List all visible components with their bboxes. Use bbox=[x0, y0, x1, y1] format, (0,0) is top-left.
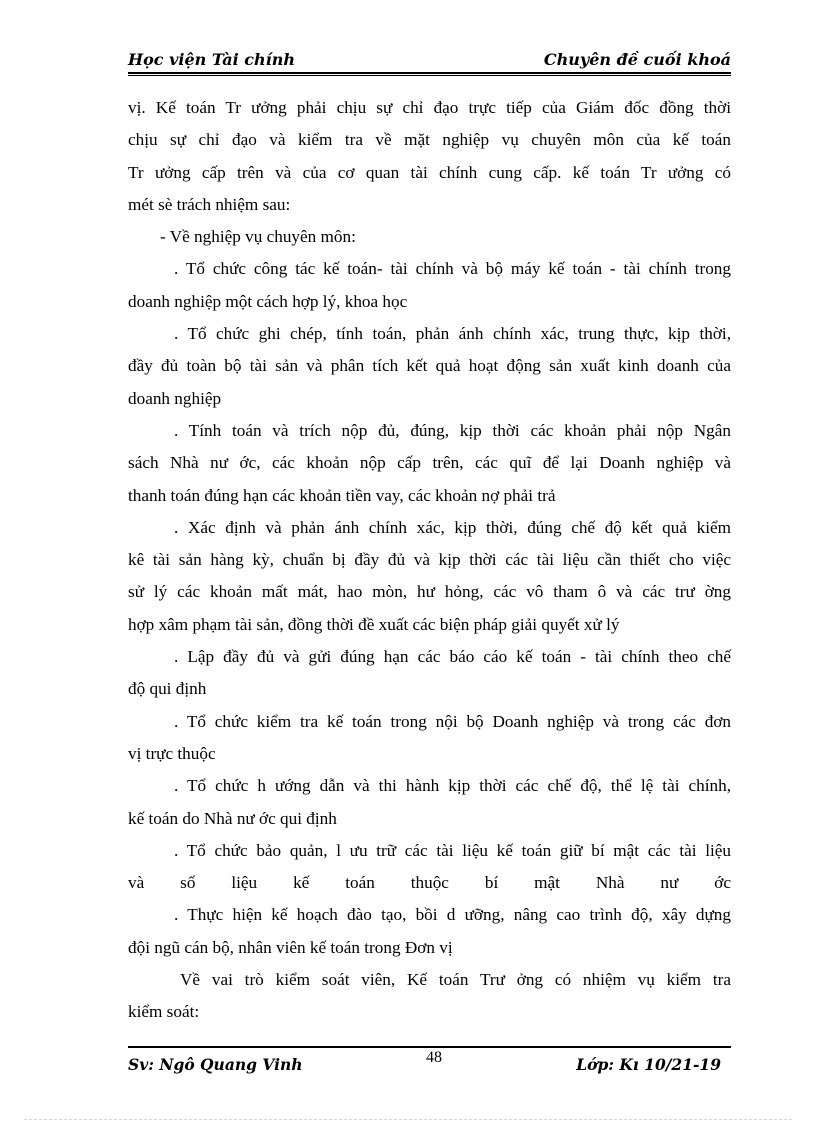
list-item: . Tính toán và trích nộp đủ, đúng, kịp thời các khoản phải nộp Ngân bbox=[174, 420, 731, 440]
footer-divider bbox=[128, 1046, 731, 1048]
body-line: kê tài sản hàng kỳ, chuẩn bị đầy đủ và kịp thời các tài liệu cần thiết cho việc bbox=[128, 550, 731, 570]
list-item: . Tổ chức công tác kế toán- tài chính và bộ máy kế toán - tài chính trong bbox=[174, 259, 731, 279]
body-line: kế toán do Nhà nư ớc qui định bbox=[128, 808, 337, 828]
page-footer bbox=[128, 1053, 731, 1077]
list-item: . Lập đầy đủ và gửi đúng hạn các báo cáo kế toán - tài chính theo chế bbox=[174, 647, 731, 667]
page-header bbox=[128, 50, 731, 74]
header-institution: Học viện Tài chính bbox=[128, 50, 295, 69]
list-item: . Tổ chức ghi chép, tính toán, phản ánh chính xác, trung thực, kịp thời, bbox=[174, 324, 731, 344]
page-number: 48 bbox=[426, 1049, 442, 1066]
footer-class-code: Lớp: Kı 10/21-19 bbox=[576, 1055, 721, 1074]
body-line: vị. Kế toán Tr ưởng phải chịu sự chỉ đạo trực tiếp của Giám đốc đồng thời bbox=[128, 98, 731, 117]
footer-student-name: Sv: Ngô Quang Vinh bbox=[128, 1055, 303, 1074]
section-heading: Về vai trò kiểm soát viên, Kế toán Trư ởng có nhiệm vụ kiểm tra bbox=[180, 970, 731, 990]
body-line: kiểm soát: bbox=[128, 1002, 200, 1022]
body-line: sách Nhà nư ớc, các khoản nộp cấp trên, các quĩ để lại Doanh nghiệp và bbox=[128, 453, 731, 473]
list-item: . Tổ chức kiểm tra kế toán trong nội bộ Doanh nghiệp và trong các đơn bbox=[174, 711, 731, 731]
header-document-type: Chuyên đề cuối khoá bbox=[543, 50, 731, 69]
body-line: và số liệu kế toán thuộc bí mật Nhà nư ớc bbox=[128, 873, 731, 893]
body-line: doanh nghiệp bbox=[128, 388, 222, 408]
section-heading: - Về nghiệp vụ chuyên môn: bbox=[160, 227, 356, 247]
body-line: Tr ưởng cấp trên và của cơ quan tài chính cung cấp. kế toán Tr ưởng có bbox=[128, 162, 731, 182]
body-line: doanh nghiệp một cách hợp lý, khoa học bbox=[128, 291, 408, 311]
list-item: . Tổ chức bảo quản, l ưu trữ các tài liệu kế toán giữ bí mật các tài liệu bbox=[174, 840, 731, 860]
body-line: hợp xâm phạm tài sản, đồng thời đề xuất các biện pháp giải quyết xử lý bbox=[128, 614, 620, 634]
list-item: . Xác định và phản ánh chính xác, kịp thời, đúng chế độ kết quả kiểm bbox=[174, 517, 731, 537]
body-line: đội ngũ cán bộ, nhân viên kế toán trong Đơn vị bbox=[128, 937, 453, 957]
body-line: mét sè trách nhiệm sau: bbox=[128, 194, 291, 214]
header-divider bbox=[128, 75, 731, 76]
body-line: sử lý các khoản mất mát, hao mòn, hư hỏng, các vô tham ô và các trư ờng bbox=[128, 582, 731, 602]
body-line: thanh toán đúng hạn các khoản tiền vay, các khoản nợ phải trả bbox=[128, 485, 556, 505]
body-line: vị trực thuộc bbox=[128, 743, 216, 763]
list-item: . Thực hiện kế hoạch đào tạo, bồi d ưỡng, nâng cao trình độ, xây dựng bbox=[174, 905, 731, 925]
body-line: chịu sự chỉ đạo và kiểm tra về mặt nghiệp vụ chuyên môn của kế toán bbox=[128, 130, 731, 150]
list-item: . Tổ chức h ướng dẫn và thi hành kịp thời các chế độ, thể lệ tài chính, bbox=[174, 776, 731, 796]
document-body bbox=[128, 92, 731, 1029]
body-line: độ qui định bbox=[128, 679, 207, 699]
page-bottom-border bbox=[24, 1119, 792, 1120]
body-line: đầy đủ toàn bộ tài sản và phân tích kết quả hoạt động sản xuất kinh doanh của bbox=[128, 356, 731, 376]
